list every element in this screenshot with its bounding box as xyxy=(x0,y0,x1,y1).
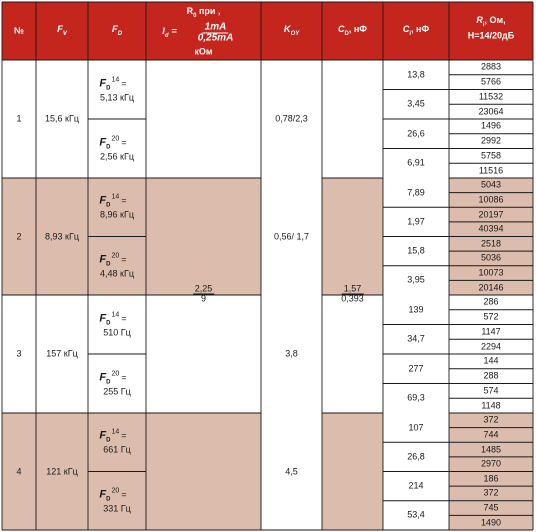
ri-value: 286 xyxy=(483,296,499,307)
header-r0-unit-label: кОм xyxy=(194,46,213,57)
fd-symbol: $F_D^{20}$ = xyxy=(99,252,127,268)
header-ci xyxy=(403,25,429,37)
ci-value: 13,8 xyxy=(407,69,425,80)
fd-symbol: $F_D^{20}$ = xyxy=(99,135,127,150)
ri-value: 2294 xyxy=(480,341,502,352)
header-r0-num: 1mA xyxy=(204,21,227,33)
ci-value: 1,97 xyxy=(407,216,425,227)
ci-value: 53,4 xyxy=(407,509,425,520)
ri-value: 372 xyxy=(483,414,499,425)
header-r0-frac xyxy=(198,23,234,44)
fd-sup: 20 xyxy=(111,487,120,495)
ci-value: 139 xyxy=(408,304,424,315)
ri-value: 5758 xyxy=(480,150,502,161)
fd-symbol: $F_D^{14}$ = xyxy=(99,193,127,209)
header-ci-sub: i xyxy=(409,30,412,37)
ri-value: 2992 xyxy=(480,135,502,146)
group-number: 2 xyxy=(16,231,22,241)
header-cd-unit: , нФ xyxy=(348,24,367,35)
header-kou-sub: OY xyxy=(290,30,300,37)
r0-den: 9 xyxy=(200,293,206,304)
fd-letter-sub: D xyxy=(106,143,111,150)
ri-value: 10086 xyxy=(478,194,504,205)
header-fv-sub: V xyxy=(62,30,67,37)
cd-den: 0,393 xyxy=(341,293,364,304)
fv-value: 121 кГц xyxy=(46,466,78,476)
ri-value: 1148 xyxy=(481,400,501,411)
fd-symbol: $F_D^{20}$ = xyxy=(99,487,127,503)
fd-letter-sub: D xyxy=(106,319,111,326)
ci-value: 34,7 xyxy=(407,333,425,344)
fd-letter-sub: D xyxy=(106,84,111,91)
fd-sup: 20 xyxy=(111,370,120,378)
header-r0-i: I xyxy=(162,26,165,38)
ri-value: 5036 xyxy=(480,252,502,263)
header-row-background xyxy=(2,2,533,60)
fd-value: 510 Гц xyxy=(103,327,131,337)
header-r0-line1 xyxy=(187,7,221,19)
group-4-shade xyxy=(322,413,383,530)
ci-value: 26,6 xyxy=(407,128,425,139)
header-fd xyxy=(112,25,122,37)
ri-value: 5043 xyxy=(480,179,502,190)
fd-letter-sub: D xyxy=(106,202,111,209)
ci-value: 107 xyxy=(408,422,424,433)
header-ri-line2 xyxy=(468,32,514,41)
ci-value: 69,3 xyxy=(407,392,425,403)
ri-value: 40394 xyxy=(478,223,504,234)
fd-letter-sub: D xyxy=(106,437,111,444)
header-ci-unit: , нФ xyxy=(411,24,430,35)
fd-symbol: $F_D^{14}$ = xyxy=(99,428,127,444)
r0-fraction xyxy=(193,285,215,304)
kou-value: 0,78/2,3 xyxy=(275,113,308,124)
fd-letter-sub: D xyxy=(106,378,111,385)
fd-sup: 14 xyxy=(111,193,120,201)
header-r0-den: 0,25mA xyxy=(197,32,234,44)
ci-value: 3,45 xyxy=(407,98,425,109)
ri-value: 2518 xyxy=(480,238,502,249)
header-cd xyxy=(338,25,367,37)
ri-value: 1490 xyxy=(480,517,502,528)
kou-value: 3,8 xyxy=(285,348,298,359)
header-fv-label: F xyxy=(57,24,63,36)
header-ci-label: C xyxy=(402,24,410,35)
header-kou xyxy=(284,25,300,37)
fd-symbol: $F_D^{14}$ = xyxy=(99,311,127,326)
header-r0-i-sub: d xyxy=(164,32,169,39)
header-ri-line2-label: H=14/20дБ xyxy=(467,30,515,41)
ri-value: 5766 xyxy=(480,76,502,87)
fd-letter: F xyxy=(99,253,107,266)
ci-value: 6,91 xyxy=(407,157,425,168)
fd-value: 8,96 кГц xyxy=(100,209,134,220)
ci-value: 214 xyxy=(408,480,424,491)
cd-value xyxy=(341,285,364,304)
header-num-label: № xyxy=(13,25,25,36)
ri-value: 1147 xyxy=(481,326,501,337)
ri-value: 744 xyxy=(483,429,499,440)
cd-num: 1,57 xyxy=(343,283,362,294)
header-fd-sub: D xyxy=(117,30,123,37)
header-cd-label: C xyxy=(338,24,345,35)
header-ri-label: R xyxy=(476,15,483,26)
group-number: 1 xyxy=(16,113,22,124)
header-r0-fraction xyxy=(198,23,234,44)
group-number: 4 xyxy=(16,466,22,476)
header-r0-sub: 0 xyxy=(193,12,197,19)
fd-value: 5,13 кГц xyxy=(100,92,134,102)
ri-value: 2970 xyxy=(480,458,502,469)
ri-value: 288 xyxy=(483,370,499,381)
ri-value: 11532 xyxy=(478,91,504,102)
header-r0-id: $I_d$ = xyxy=(162,26,177,39)
group-number: 3 xyxy=(16,348,22,359)
ri-value: 23064 xyxy=(478,106,504,117)
header-fv xyxy=(57,25,67,37)
header-ri-unit: , Ом, xyxy=(484,15,506,26)
ri-value: 372 xyxy=(483,487,499,498)
header-num xyxy=(14,27,24,36)
fd-letter: F xyxy=(99,77,107,90)
ri-value: 186 xyxy=(483,473,499,484)
ri-value: 1485 xyxy=(480,444,502,455)
fd-value: 255 Гц xyxy=(103,386,131,396)
ci-value: 15,8 xyxy=(407,245,425,256)
kou-value: 0,56/ 1,7 xyxy=(273,231,310,241)
ri-value: 11516 xyxy=(478,165,504,176)
header-r0-rest: при , xyxy=(196,6,221,17)
fd-sup: 14 xyxy=(111,311,120,319)
fd-letter: F xyxy=(99,429,107,442)
header-ri-line1 xyxy=(476,16,505,28)
header-r0-unit xyxy=(194,48,212,57)
header-kou-label: K xyxy=(283,24,291,36)
fd-value: 4,48 кГц xyxy=(100,268,134,279)
fd-symbol: $F_D^{14}$ = xyxy=(99,76,127,91)
fv-value: 15,6 кГц xyxy=(45,113,79,124)
ci-value: 3,95 xyxy=(407,274,425,285)
fd-sup: 14 xyxy=(111,428,120,436)
r0-num: 2,25 xyxy=(194,283,213,294)
fv-value: 157 кГц xyxy=(46,348,78,359)
fd-symbol: $F_D^{20}$ = xyxy=(99,370,127,385)
ri-value: 144 xyxy=(483,355,499,366)
fd-sup: 20 xyxy=(111,135,120,143)
fd-sup: 20 xyxy=(111,252,120,260)
fd-letter: F xyxy=(99,488,107,501)
ri-value: 745 xyxy=(483,502,499,513)
fd-letter-sub: D xyxy=(106,261,111,268)
ri-value: 1496 xyxy=(480,120,502,131)
ci-value: 277 xyxy=(408,363,424,374)
fd-letter-sub: D xyxy=(106,496,111,503)
fd-value: 661 Гц xyxy=(103,444,131,455)
fd-value: 331 Гц xyxy=(103,503,131,514)
r0-value xyxy=(193,285,215,304)
fd-sup: 14 xyxy=(111,76,120,84)
ri-value: 20146 xyxy=(478,282,504,293)
fd-value: 2,56 кГц xyxy=(100,151,134,161)
cd-fraction xyxy=(341,285,364,304)
ri-value: 574 xyxy=(483,385,499,396)
ri-value: 2883 xyxy=(480,61,502,72)
ri-value: 572 xyxy=(483,311,499,322)
ci-value: 7,89 xyxy=(407,187,425,198)
kou-value: 4,5 xyxy=(285,466,298,476)
ri-value: 10073 xyxy=(478,267,504,278)
group-2-shade xyxy=(322,178,383,295)
fd-letter: F xyxy=(99,136,107,149)
fd-letter: F xyxy=(99,194,107,207)
ri-value: 20197 xyxy=(478,209,504,220)
header-r0-r: R xyxy=(186,6,194,17)
ci-value: 26,8 xyxy=(407,451,425,462)
fd-letter: F xyxy=(99,312,107,325)
header-ri-sub: i xyxy=(482,21,485,28)
header-cd-sub: D xyxy=(344,30,349,37)
fv-value: 8,93 кГц xyxy=(45,231,79,241)
fd-letter: F xyxy=(99,371,107,384)
header-fd-label: F xyxy=(111,24,118,36)
